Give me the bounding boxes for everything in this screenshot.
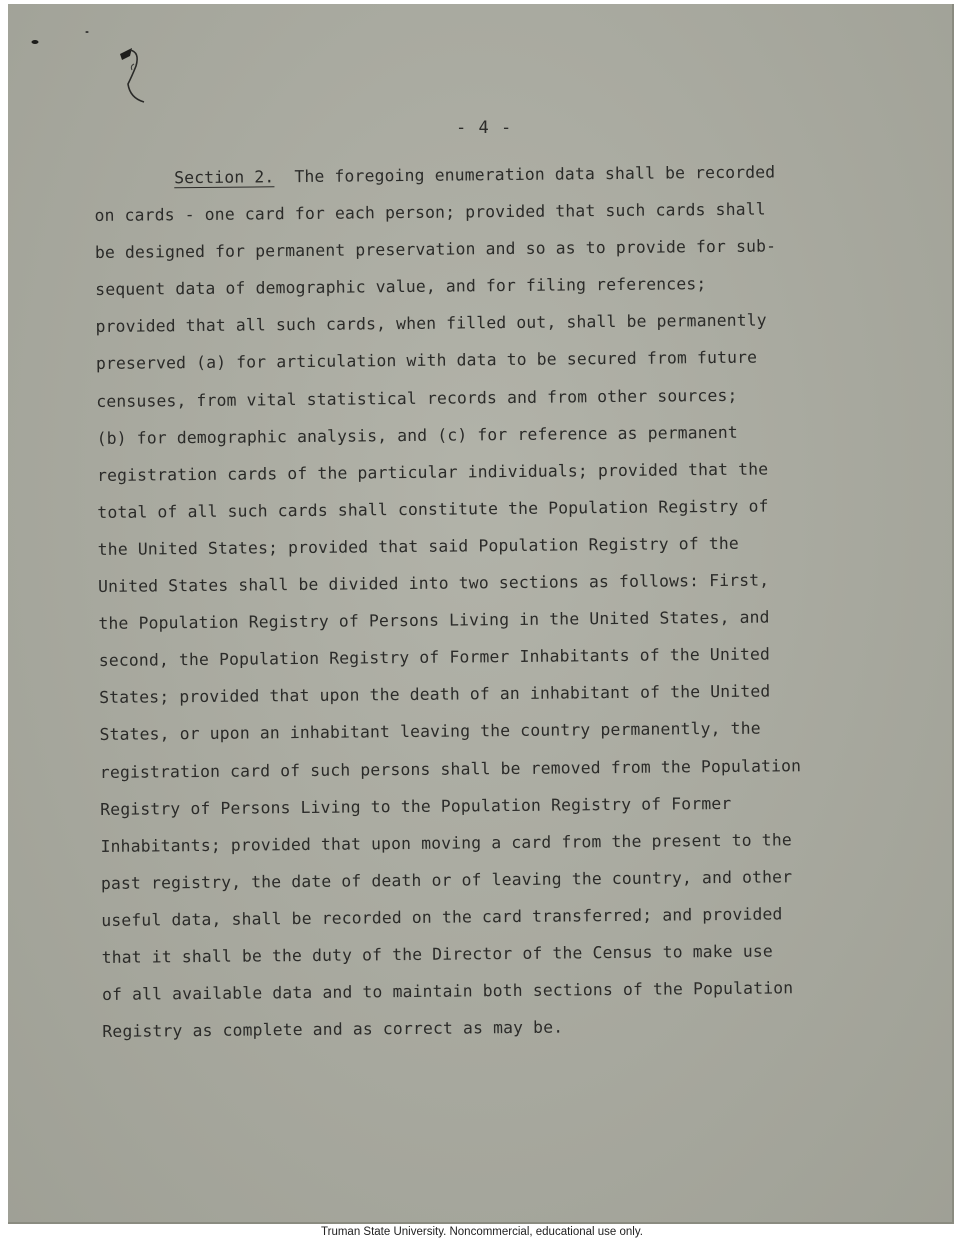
document-page — [8, 4, 954, 1224]
text-line: past registry, the date of death or of leaving the country, and other — [100, 867, 793, 893]
text-line: States; provided that upon the death of an inhabitant of the United — [99, 681, 771, 708]
text-line: Registry of Persons Living to the Population Registry of Former — [100, 793, 732, 819]
text-line: the United States; provided that said Population Registry of the — [97, 533, 739, 559]
text-line: useful data, shall be recorded on the card transferred; and provided — [101, 904, 783, 930]
text-line: the Population Registry of Persons Living in the United States, and — [98, 607, 770, 634]
text-line: provided that all such cards, when filled out, shall be permanently — [95, 310, 767, 337]
text-line: States, or upon an inhabitant leaving the country permanently, the — [99, 719, 761, 745]
text-line: censuses, from vital statistical records and from other sources; — [96, 385, 738, 411]
footer-credit: Truman State University. Noncommercial, educational use only. — [321, 1226, 643, 1238]
text-line: be designed for permanent preservation and so as to provide for sub- — [94, 236, 777, 263]
section-body — [94, 152, 903, 1050]
text-line: sequent data of demographic value, and for filing references; — [95, 274, 707, 300]
text-line — [94, 152, 894, 197]
section-heading: Section 2. — [174, 167, 275, 188]
text-line: Registry as complete and as correct as may be. — [102, 1017, 564, 1042]
first-line-text: The foregoing enumeration data shall be recorded — [294, 162, 776, 187]
text-line: registration cards of the particular individuals; provided that the — [96, 459, 769, 485]
text-line: preserved (a) for articulation with data to be secured from future — [95, 348, 758, 374]
text-line: second, the Population Registry of Former Inhabitants of the United — [98, 644, 771, 671]
text-line: that it shall be the duty of the Director of the Census to make use — [101, 941, 773, 967]
text-line: on cards - one card for each person; provided that such cards shall — [94, 199, 766, 226]
page-number: - 4 - — [456, 118, 513, 138]
text-line: (b) for demographic analysis, and (c) for reference as permanent — [96, 422, 738, 448]
text-line: United States shall be divided into two sections as follows: First, — [98, 570, 770, 597]
text-line: registration card of such persons shall be removed from the Population — [99, 755, 802, 782]
text-line: total of all such cards shall constitute the Population Registry of — [97, 496, 769, 522]
ink-speck — [30, 38, 40, 46]
paper-clip-mark — [100, 36, 160, 106]
ink-speck — [84, 30, 90, 34]
text-line: of all available data and to maintain both sections of the Population — [101, 978, 794, 1005]
text-line: Inhabitants; provided that upon moving a card from the present to the — [100, 830, 792, 856]
